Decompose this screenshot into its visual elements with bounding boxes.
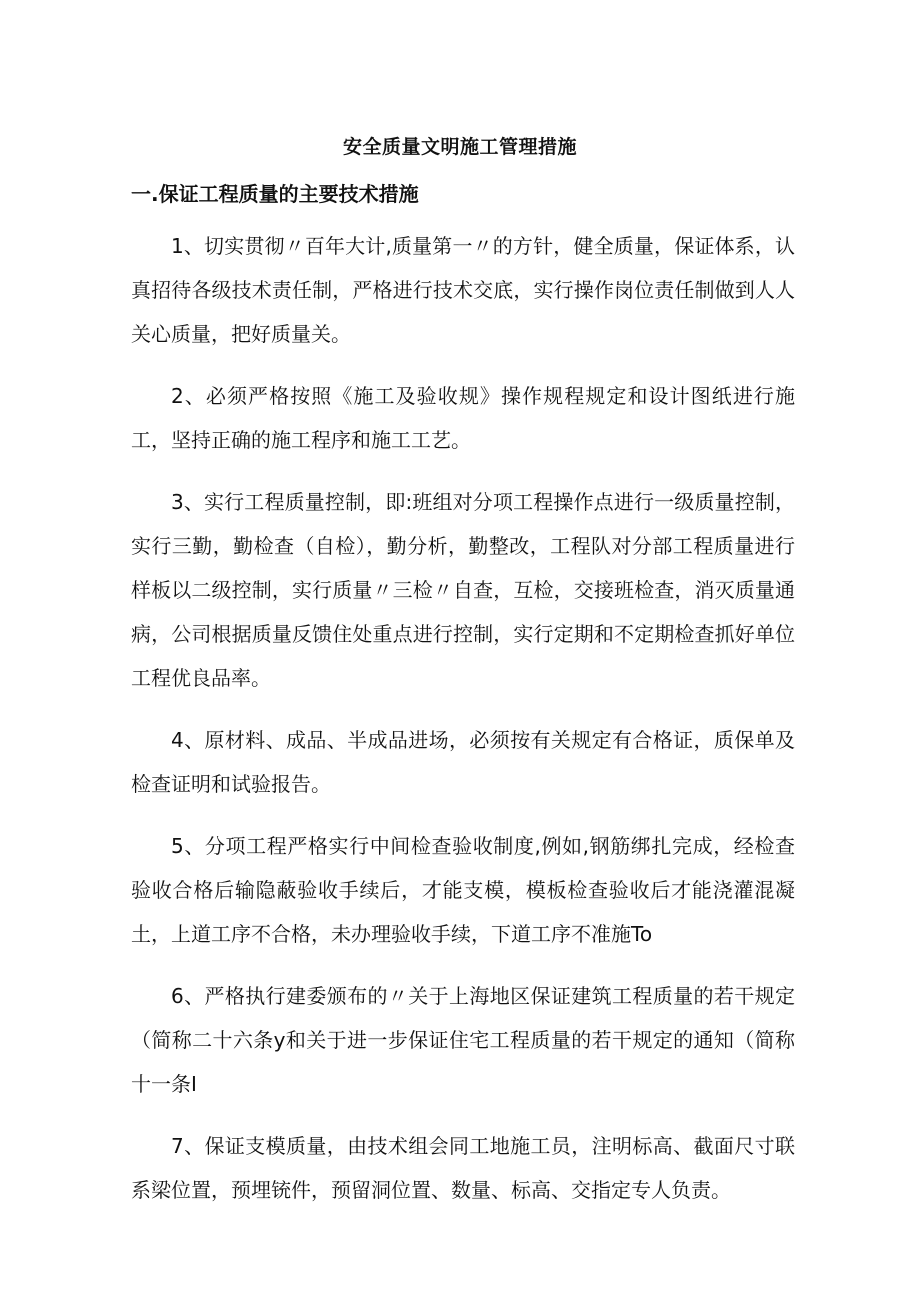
paragraph-1: 1、切实贯彻〃百年大计,质量第一〃的方针，健全质量，保证体系，认真招待各级技术责任制，严格进行技术交底，实行操作岗位责任制做到人人关心质量，把好质量关。 bbox=[131, 234, 795, 346]
paragraph-7: 7、保证支模质量，由技术组会同工地施工员，注明标高、截面尺寸联系梁位置，预埋铳件，预留洞位置、数量、标高、交指定专人负责。 bbox=[131, 1134, 795, 1202]
document-title: 安全质量文明施工管理措施 bbox=[342, 136, 577, 158]
paragraph-4: 4、原材料、成品、半成品进场，必须按有关规定有合格证，质保单及检查证明和试验报告。 bbox=[131, 728, 795, 796]
paragraph-6: 6、严格执行建委颁布的〃关于上海地区保证建筑工程质量的若干规定（简称二十六条y和关于进一步保证住宅工程质量的若干规定的通知（简称十一条I bbox=[131, 984, 795, 1096]
paragraph-5: 5、分项工程严格实行中间检查验收制度,例如,钢筋绑扎完成，经检查验收合格后输隐蔽验收手续后，才能支模，模板检查验收后才能浇灌混凝土，上道工序不合格，未办理验收手续，下道工序不准施To bbox=[131, 834, 795, 946]
paragraph-3: 3、实行工程质量控制，即:班组对分项工程操作点进行一级质量控制，实行三勤，勤检查（自检），勤分析，勤整改，工程队对分部工程质量进行样板以二级控制，实行质量〃三检〃自查，互检，交接班检查，消灭质量通病，公司根据质量反馈住处重点进行控制，实行定期和不定期检查抓好单位工程优良品率。 bbox=[131, 490, 795, 690]
section-heading: 一.保证工程质量的主要技术措施 bbox=[131, 182, 419, 206]
paragraph-2: 2、必须严格按照《施工及验收规》操作规程规定和设计图纸进行施工，坚持正确的施工程序和施工工艺。 bbox=[131, 384, 795, 452]
document-body bbox=[131, 224, 795, 1230]
